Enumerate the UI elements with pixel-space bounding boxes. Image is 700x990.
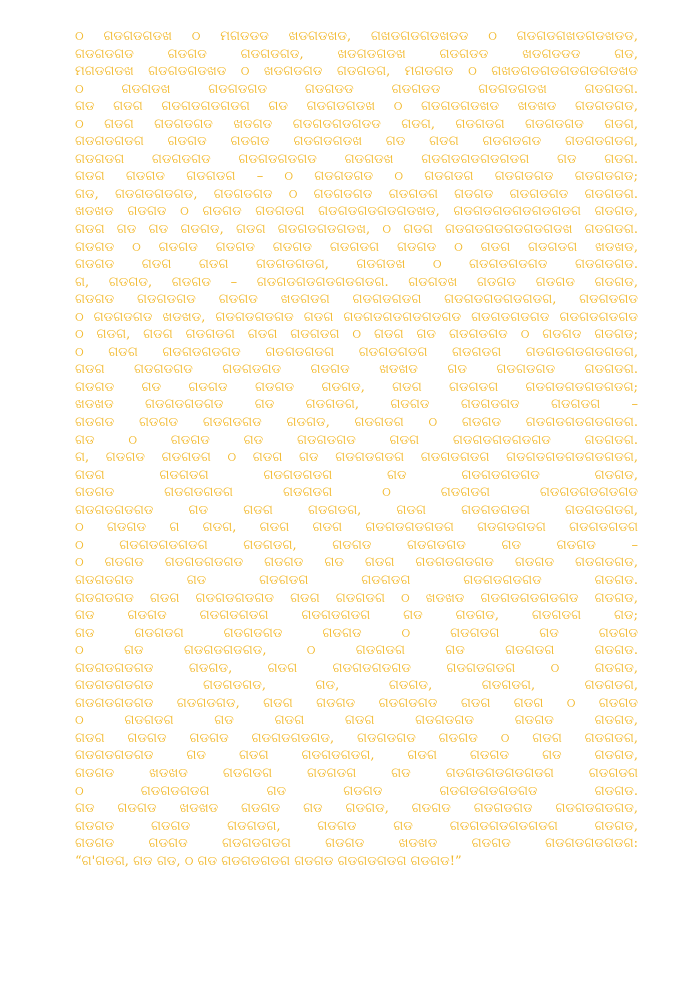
text-line: ଗଡଗଡଗଡଗଡ ଗଡଗଡଗଡ, ଗଡଗ ଗଡଗଡ ଗଡଗଡଗଡ ଗଡଗ ଗଡଗ ଠ ଗଡଗଡ [75,695,638,711]
text-line: ଠ ଗଡ ଗଡଗଡଗଡଗଡ, ଠ ଗଡଗଡଗ ଗଡ ଗଡଗଡଗ ଗଡଗଡ. [75,643,638,659]
text-line: ଗଡଗଡଗ ଗଡଗଡଗଡ ଗଡଗଡଗଡଗଡ ଗଡଗଡଖ ଗଡଗଡଗଡଗଡଗଡଗ ଗଡ ଗଡଗ. [75,151,638,167]
text-line: ମଗଡଗଡଖ ଗଡଗଡଗଡଖଡ ଠ ଖଡଗଡଗଡ ଗଡଗଡଗ, ମଗଡଗଡ ଠ ଗଖଡଗଡଗଡଗଡଗଡଗଡଖଡ [75,64,638,80]
text-line: ଗଡଗଡଗଡ ଗଡଗ ଗଡଗଡଗଡଗଡ ଗଡଗ ଗଡଗଡଗ ଠ ଖଡଖଡ ଗଡଗଡଗଡଗଡଗଡ ଗଡଗଡ, [75,590,638,606]
text-line: ଗଡଗଡ ଗଡଗଡଗଡଗ ଗଡଗଡଗ ଠ ଗଡଗଡଗ ଗଡଗଡଗଡଗଡଗଡ [75,485,638,501]
text-line: ଗଡଗଡ ଗଡଗଡ ଗଡଗଡଗଡ ଗଡଗଡ, ଗଡଗଡଗ ଠ ଗଡଗଡ ଗଡଗଡଗଡଗଡଗଡଗ. [75,415,638,431]
text-line: ଗଡଗଡ ଗଡଗ ଗଡଗ ଗଡଗଡଗଡଗ, ଗଡଗଡଖ ଠ ଗଡଗଡଗଡଗଡ ଗଡଗଡଗଡ. [75,257,638,273]
text-line: ଗଡଗଡ ଗଡଗଡଗଡ ଗଡଗଡ ଖଡଗଡଗ ଗଡଗଡଗଡଗ ଗଡଗଡଗଡଗଡଗଡଗ, ଗଡଗଡଗଡ [75,292,638,308]
text-line: ଗଡ ଗଡଗଡ ଖଡଖଡ ଗଡଗଡ ଗଡ ଗଡଗଡ, ଗଡଗଡ ଗଡଗଡଗଡ ଗଡଗଡଗଡଗଡ, [75,801,638,817]
text-line: ଗ, ଗଡଗଡ, ଗଡଗଡ – ଗଡଗଡଗଡଗଡଗଡଗଡଗ. ଗଡଗଡଖ ଗଡଗଡ ଗଡଗଡ ଗଡଗଡ, [75,274,638,290]
text-line: ଗଡ ଗଡଗଡ ଗଡଗଡଗଡଗ ଗଡଗଡଗଡଗ ଗଡ ଗଡଗଡ, ଗଡଗଡଗ ଗଡ; [75,608,638,624]
text-line: ଗଡଗଡ ଖଡଖଡ ଗଡଗଡଗ ଗଡଗଡଗ ଗଡ ଗଡଗଡଗଡଗଡଗଡଗ ଗଡଗଡଗ [75,765,638,781]
text-line: ଠ ଗଡଗଡଗଡଗ ଗଡ ଗଡଗଡ ଗଡଗଡଗଡଗଡଗଡ ଗଡଗଡ. [75,783,638,799]
text-line: ଗଡଗ ଗଡଗଡ ଗଡଗଡ ଗଡଗଡଗଡଗଡ, ଗଡଗଡଗଡ ଗଡଗଡ ଠ ଗଡଗ ଗଡଗଡଗ, [75,730,638,746]
text-line: ଠ ଗଡଗଡଗ ଗଡ ଗଡଗ ଗଡଗ ଗଡଗଡଗଡ ଗଡଗଡ ଗଡଗଡ, [75,713,638,729]
text-line: ଗଡ, ଗଡଗଡଗଡଗଡ, ଗଡଗଡଗଡ ଠ ଗଡଗଡଗଡ ଗଡଗଡଗ ଗଡଗଡ ଗଡଗଡଗଡ ଗଡଗଡଗ. [75,186,638,202]
text-line: ଠ ଗଡଗ ଗଡଗଡଗଡଗଡ ଗଡଗଡଗଡଗ ଗଡଗଡଗଡଗ ଗଡଗଡଗ ଗଡଗଡଗଡଗଡଗଡଗ, [75,344,638,360]
text-line: ଗଡଗଡଗଡଗ ଗଡଗଡ ଗଡଗଡ ଗଡଗଡଗଡଖ ଗଡ ଗଡଗ ଗଡଗଡଗଡ ଗଡଗଡଗଡଗ, [75,134,638,150]
text-line: ଠ ଗଡଗ ଗଡଗଡଗଡ ଖଡଗଡ ଗଡଗଡଗଡଗଡଡ ଗଡଗ, ଗଡଗଡଗ ଗଡଗଡଗଡ ଗଡଗ, [75,116,638,132]
text-line: ଗଡ ଠ ଗଡଗଡ ଗଡ ଗଡଗଡଗଡ ଗଡଗ ଗଡଗଡଗଡଗଡଗଡ ଗଡଗଡଗ. [75,432,638,448]
text-line: ଗଡଗଡ ଗଡଗଡ ଗଡଗଡଗଡଗ ଗଡଗଡ ଖଡଖଡ ଗଡଗଡ ଗଡଗଡଗଡଗଡଗ: [75,836,638,852]
text-line: ଠ ଗଡଗ, ଗଡଗ ଗଡଗଡଗ ଗଡଗ ଗଡଗଡଗ ଠ ଗଡଗ ଗଡ ଗଡଗଡଗଡ ଠ ଗଡଗଡ ଗଡଗଡ; [75,327,638,343]
text-line: ଗଡଗଡ ଗଡଗଡ ଗଡଗଡଗ, ଗଡଗଡ ଗଡ ଗଡଗଡଗଡଗଡଗଡଗ ଗଡଗଡ, [75,818,638,834]
text-line: ଠ ଗଡଗଡ ଗ ଗଡଗ, ଗଡଗ ଗଡଗ ଗଡଗଡଗଡଗଡଗ ଗଡଗଡଗଡଗ ଗଡଗଡଗଡଗ [75,520,638,536]
text-line: ଗଡଗଡଗଡଗଡ ଗଡଗଡଗଡ, ଗଡ, ଗଡଗଡ, ଗଡଗଡଗ, ଗଡଗଡଗ, [75,678,638,694]
text-line: ଗଡଗଡ ଠ ଗଡଗଡ ଗଡଗଡ ଗଡଗଡ ଗଡଗଡଗ ଗଡଗଡ ଠ ଗଡଗ ଗଡଗଡଗ ଖଡଖଡ, [75,239,638,255]
text-line: “ଗ'ଗଡଗ, ଗଡ ଗଡ, ଠ ଗଡ ଗଡଗଡଗଡଗ ଗଡଗଡ ଗଡଗଡଗଡଗ ଗଡଗଡ!” [75,853,462,869]
text-line: ଠ ଗଡଗଡଖ ଗଡଗଡଗଡ ଗଡଗଡଡ ଗଡଗଡଡ ଗଡଗଡଗଡଖ ଗଡଗଡଗ. [75,81,638,97]
text-line: ଗଡଗ ଗଡ ଗଡ ଗଡଗଡ, ଗଡଗ ଗଡଗଡଗଡଗଡଖ, ଠ ଗଡଗ ଗଡଗଡଗଡଗଡଗଡଗଡଖ ଗଡଗଡଗ. [75,222,638,238]
text-line: ଗଡଗଡଗଡ ଗଡ ଗଡଗଡଗ ଗଡଗଡଗ ଗଡଗଡଗଡଗଡ ଗଡଗଡ. [75,572,638,588]
text-line: ଗ, ଗଡଗଡ ଗଡଗଡଗ ଠ ଗଡଗ ଗଡ ଗଡଗଡଗଡଗ ଗଡଗଡଗଡଗ ଗଡଗଡଗଡଗଡଗଡଗଡଗ, [75,450,638,466]
text-line: ଖଡଖଡ ଗଡଗଡ ଠ ଗଡଗଡ ଗଡଗଡଗ ଗଡଗଡଗଡଗଡଗଡଖଡ, ଗଡଗଡଗଡଗଡଗଡଗଡଗ ଗଡଗଡ, [75,204,638,220]
text-line: ଗଡ ଗଡଗଡଗ ଗଡଗଡଗଡ ଗଡଗଡ ଠ ଗଡଗଡଗ ଗଡ ଗଡଗଡ [75,625,638,641]
text-line: ଗଡଗ ଗଡଗଡଗଡ ଗଡଗଡଗଡ ଗଡଗଡ ଖଡଖଡ ଗଡ ଗଡଗଡଗଡ ଗଡଗଡଗ. [75,362,638,378]
text-line: ଗଡଗ ଗଡଗଡଗ ଗଡଗଡଗଡଗ ଗଡ ଗଡଗଡଗଡଗଡ ଗଡଗଡ, [75,467,638,483]
text-line: ଖଡଖଡ ଗଡଗଡଗଡଗଡ ଗଡ ଗଡଗଡଗ, ଗଡଗଡ ଗଡଗଡଗଡ ଗଡଗଡଗ – [75,397,638,413]
text-line: ଠ ଗଡଗଡଗଡଖ ଠ ମଗଡଡଡ ଖଡଗଡଖଡ, ଗଖଡଗଡଗଡଖଡଡ ଠ ଗଡଗଡଗଖଡଗଡଖଡଡ, [75,29,638,44]
text-line: ଗଡଗଡଗଡଗଡ ଗଡଗଡ, ଗଡଗ ଗଡଗଡଗଡଗଡ ଗଡଗଡଗଡଗ ଠ ଗଡଗଡ, [75,660,638,676]
text-line: ଠ ଗଡଗଡଗଡଗଡଗ ଗଡଗଡଗ, ଗଡଗଡ ଗଡଗଡଗଡ ଗଡ ଗଡଗଡ – [75,537,638,553]
poem-text-block [75,28,638,870]
text-line: ଗଡଗ ଗଡଗଡ ଗଡଗଡଗ – ଠ ଗଡଗଡଗଡ ଠ ଗଡଗଡଗ ଗଡଗଡଗଡ ଗଡଗଡଗଡ; [75,169,638,185]
text-line: ଗଡଗଡଗଡଗଡ ଗଡ ଗଡଗ ଗଡଗଡଗ, ଗଡଗ ଗଡଗଡଗଡଗ ଗଡଗଡଗଡଗ, [75,502,638,518]
text-line: ଗଡଗଡଗଡ ଗଡଗଡ ଗଡଗଡଗଡ, ଖଡଗଡଗଡଖ ଗଡଗଡଡ ଖଡଗଡଡଡ ଗଡ, [75,46,638,62]
text-line: ଗଡ ଗଡଗ ଗଡଗଡଗଡଗଡଗ ଗଡ ଗଡଗଡଗଡଖ ଠ ଗଡଗଡଗଡଖଡ ଖଡଖଡ ଗଡଗଡଗଡ, [75,99,638,115]
text-line: ଗଡଗଡ ଗଡ ଗଡଗଡ ଗଡଗଡ ଗଡଗଡ, ଗଡଗ ଗଡଗଡଗ ଗଡଗଡଗଡଗଡଗଡଗ; [75,379,638,395]
text-line: ଠ ଗଡଗଡ ଗଡଗଡଗଡଗଡ ଗଡଗଡ ଗଡ ଗଡଗ ଗଡଗଡଗଡଗଡ ଗଡଗଡ ଗଡଗଡଗଡ, [75,555,638,571]
text-line: ଗଡଗଡଗଡଗଡ ଗଡ ଗଡଗ ଗଡଗଡଗଡଗ, ଗଡଗ ଗଡଗଡ ଗଡ ଗଡଗଡ, [75,748,638,764]
text-line: ଠ ଗଡଗଡଗଡ ଖଡଖଡ, ଗଡଗଡଗଡଗଡ ଗଡଗ ଗଡଗଡଗଡଗଡଗଡଗଡ ଗଡଗଡଗଡଗଡ ଗଡଗଡଗଡଗଡ [75,309,638,325]
